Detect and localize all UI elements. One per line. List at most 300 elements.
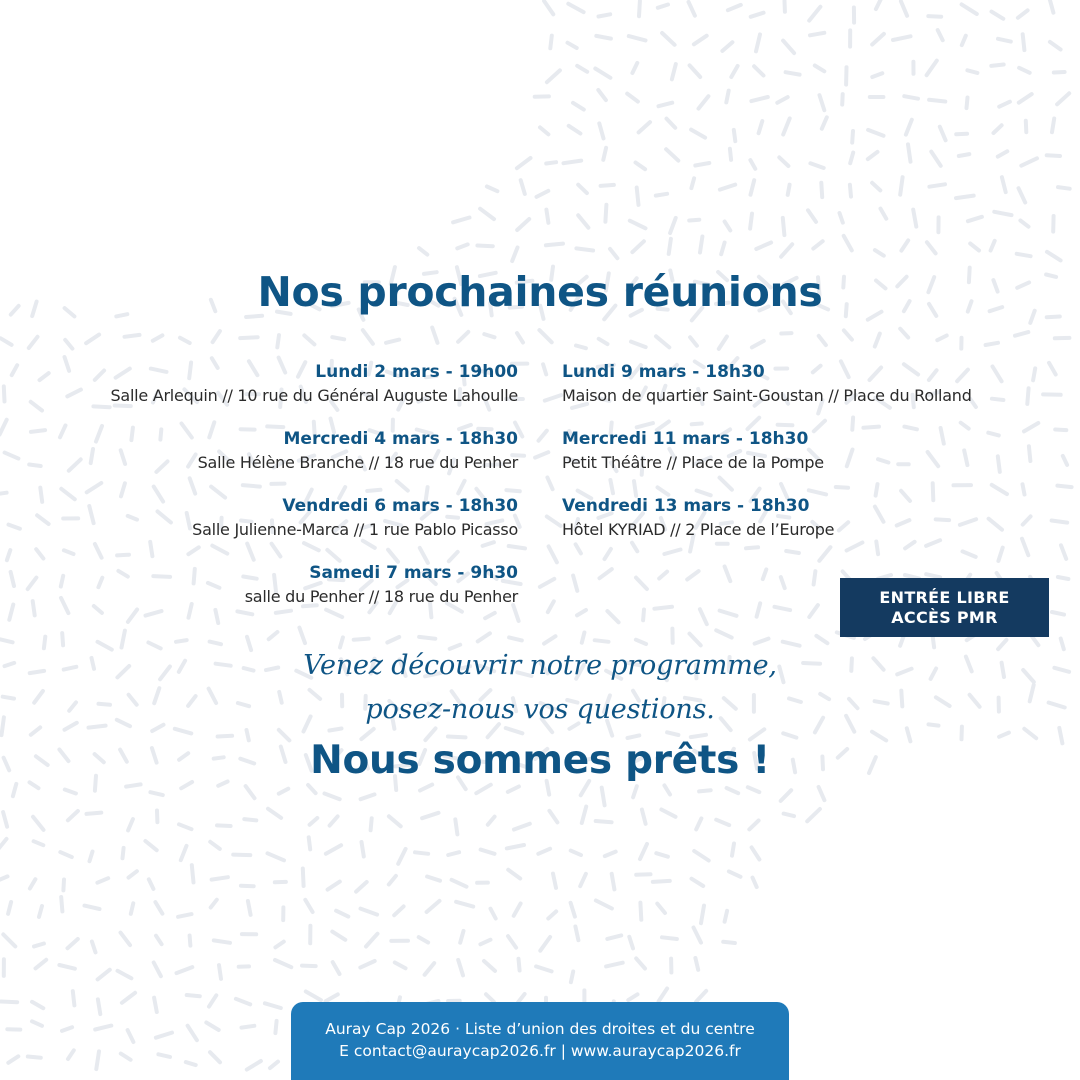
pattern-dash bbox=[568, 43, 577, 48]
pattern-dash bbox=[868, 130, 883, 136]
pattern-dash bbox=[481, 850, 495, 854]
pattern-dash bbox=[4, 386, 5, 401]
footer-contact-banner bbox=[291, 1002, 789, 1080]
pattern-dash bbox=[326, 994, 338, 1001]
pattern-dash bbox=[389, 876, 396, 885]
pattern-dash bbox=[1, 1002, 17, 1003]
pattern-dash bbox=[639, 122, 650, 132]
meeting-date: Lundi 2 mars - 19h00 bbox=[315, 362, 518, 382]
pattern-dash bbox=[687, 571, 698, 579]
pattern-dash bbox=[419, 248, 427, 255]
pattern-dash bbox=[962, 4, 977, 14]
pattern-dash bbox=[662, 937, 677, 939]
pattern-dash bbox=[187, 995, 200, 996]
pattern-dash bbox=[519, 959, 520, 971]
pattern-dash bbox=[325, 794, 340, 800]
pattern-dash bbox=[692, 879, 704, 886]
pattern-dash bbox=[629, 937, 633, 949]
pattern-dash bbox=[121, 933, 131, 946]
pattern-dash bbox=[129, 871, 137, 877]
pattern-dash bbox=[577, 66, 587, 72]
pattern-dash bbox=[986, 343, 998, 345]
meeting-place: Salle Hélène Branche // 18 rue du Penher bbox=[197, 453, 518, 472]
pattern-dash bbox=[659, 103, 673, 107]
pattern-dash bbox=[992, 12, 1004, 19]
pattern-dash bbox=[553, 874, 556, 888]
pattern-dash bbox=[926, 574, 940, 577]
badge-accessibility: ACCÈS PMR bbox=[891, 607, 998, 627]
pattern-dash bbox=[783, 41, 794, 54]
meeting-place: Maison de quartier Saint-Goustan // Place du Rolland bbox=[562, 386, 972, 405]
pattern-dash bbox=[508, 936, 516, 948]
pattern-dash bbox=[809, 7, 820, 21]
pattern-dash bbox=[607, 935, 621, 939]
pattern-dash bbox=[90, 852, 93, 862]
pattern-dash bbox=[568, 4, 583, 12]
pattern-dash bbox=[734, 130, 736, 141]
pattern-dash bbox=[752, 847, 760, 859]
pattern-dash bbox=[158, 1054, 170, 1057]
pattern-dash bbox=[539, 330, 551, 342]
pattern-dash bbox=[595, 69, 610, 78]
pattern-dash bbox=[844, 236, 852, 251]
pattern-dash bbox=[32, 1002, 43, 1008]
pattern-dash bbox=[600, 569, 612, 578]
pattern-dash bbox=[212, 877, 228, 879]
pattern-dash bbox=[640, 844, 647, 859]
pattern-dash bbox=[582, 633, 585, 643]
pattern-dash bbox=[596, 901, 612, 909]
pattern-dash bbox=[398, 849, 405, 864]
pattern-dash bbox=[210, 1052, 220, 1062]
pattern-dash bbox=[753, 878, 757, 888]
pattern-dash bbox=[629, 36, 646, 40]
pattern-dash bbox=[810, 33, 824, 36]
pattern-dash bbox=[122, 993, 135, 1003]
pattern-dash bbox=[968, 217, 982, 221]
pattern-dash bbox=[596, 821, 612, 822]
pattern-dash bbox=[547, 517, 561, 526]
tagline-line-1: Venez découvrir notre programme, bbox=[303, 650, 777, 681]
pattern-dash bbox=[356, 882, 367, 892]
pattern-dash bbox=[62, 1027, 72, 1031]
pattern-dash bbox=[123, 848, 124, 858]
pattern-dash bbox=[540, 937, 550, 951]
pattern-dash bbox=[658, 5, 668, 8]
pattern-dash bbox=[699, 96, 709, 108]
pattern-dash bbox=[177, 967, 193, 973]
pattern-dash bbox=[0, 420, 7, 435]
pattern-dash bbox=[535, 452, 548, 457]
pattern-dash bbox=[361, 794, 375, 799]
footer-contact-links: E contact@auraycap2026.fr | www.auraycap2026.fr bbox=[339, 1042, 741, 1060]
meeting-date: Samedi 7 mars - 9h30 bbox=[309, 563, 518, 583]
pattern-dash bbox=[913, 210, 916, 227]
pattern-dash bbox=[656, 194, 667, 196]
pattern-dash bbox=[725, 222, 731, 231]
pattern-dash bbox=[777, 97, 787, 103]
pattern-dash bbox=[131, 903, 134, 914]
pattern-dash bbox=[1047, 252, 1061, 261]
pattern-dash bbox=[775, 607, 791, 610]
pattern-dash bbox=[305, 900, 312, 912]
pattern-dash bbox=[991, 65, 1003, 66]
pattern-dash bbox=[701, 906, 704, 924]
pattern-dash bbox=[640, 903, 641, 920]
pattern-dash bbox=[751, 13, 764, 17]
pattern-dash bbox=[1026, 121, 1027, 132]
pattern-dash bbox=[959, 154, 970, 156]
meeting-date: Mercredi 4 mars - 18h30 bbox=[283, 429, 518, 449]
pattern-dash bbox=[333, 962, 340, 974]
pattern-dash bbox=[87, 813, 102, 814]
meeting-date: Vendredi 6 mars - 18h30 bbox=[282, 496, 518, 516]
badge-free-entry: ENTRÉE LIBRE bbox=[879, 587, 1010, 607]
pattern-dash bbox=[809, 605, 818, 617]
pattern-dash bbox=[32, 1021, 42, 1026]
pattern-dash bbox=[1050, 42, 1061, 50]
pattern-dash bbox=[96, 1051, 99, 1069]
pattern-dash bbox=[690, 337, 697, 345]
pattern-dash bbox=[275, 1021, 276, 1033]
page-title: Nos prochaines réunions bbox=[257, 268, 823, 316]
pattern-dash bbox=[453, 218, 469, 223]
pattern-dash bbox=[549, 546, 557, 562]
pattern-dash bbox=[872, 34, 884, 45]
pattern-dash bbox=[700, 609, 707, 624]
pattern-dash bbox=[210, 642, 221, 645]
pattern-dash bbox=[810, 163, 823, 168]
pattern-dash bbox=[576, 248, 593, 250]
pattern-dash bbox=[730, 149, 731, 160]
pattern-dash bbox=[59, 965, 75, 969]
pattern-dash bbox=[68, 939, 78, 948]
pattern-dash bbox=[672, 64, 676, 79]
pattern-dash bbox=[819, 787, 825, 800]
pattern-dash bbox=[425, 963, 435, 975]
meeting-item bbox=[562, 494, 1062, 561]
pattern-dash bbox=[432, 328, 437, 343]
pattern-dash bbox=[815, 66, 825, 72]
pattern-dash bbox=[1049, 0, 1053, 13]
pattern-dash bbox=[722, 42, 732, 51]
pattern-dash bbox=[893, 36, 911, 40]
pattern-dash bbox=[720, 185, 735, 190]
pattern-dash bbox=[786, 72, 800, 74]
pattern-dash bbox=[86, 335, 99, 344]
pattern-dash bbox=[582, 807, 586, 823]
pattern-dash bbox=[156, 1033, 172, 1038]
pattern-dash bbox=[716, 820, 729, 825]
pattern-dash bbox=[755, 639, 769, 644]
pattern-dash bbox=[723, 942, 735, 943]
pattern-dash bbox=[546, 244, 563, 246]
pattern-dash bbox=[656, 853, 668, 857]
pattern-dash bbox=[488, 817, 495, 825]
pattern-dash bbox=[844, 330, 852, 339]
pattern-dash bbox=[603, 148, 606, 160]
pattern-dash bbox=[332, 932, 345, 940]
pattern-dash bbox=[850, 185, 851, 197]
pattern-dash bbox=[571, 851, 581, 856]
pattern-dash bbox=[544, 1, 553, 14]
pattern-dash bbox=[214, 940, 230, 942]
meeting-place: Petit Théâtre // Place de la Pompe bbox=[562, 453, 824, 472]
pattern-dash bbox=[783, 218, 785, 235]
pattern-dash bbox=[514, 824, 530, 830]
pattern-dash bbox=[752, 341, 764, 348]
pattern-dash bbox=[209, 995, 216, 1006]
pattern-dash bbox=[781, 244, 792, 256]
pattern-dash bbox=[11, 572, 14, 586]
pattern-dash bbox=[636, 958, 645, 968]
pattern-dash bbox=[927, 61, 937, 76]
pattern-dash bbox=[547, 478, 552, 490]
pattern-dash bbox=[689, 220, 699, 221]
pattern-dash bbox=[840, 213, 843, 223]
pattern-dash bbox=[247, 1061, 261, 1070]
tagline-line-2: posez-nous vos questions. bbox=[365, 694, 715, 725]
pattern-dash bbox=[900, 177, 902, 195]
meeting-item bbox=[562, 360, 1062, 427]
pattern-dash bbox=[5, 453, 19, 459]
pattern-dash bbox=[30, 879, 36, 888]
pattern-dash bbox=[929, 100, 945, 102]
pattern-dash bbox=[571, 972, 573, 983]
pattern-dash bbox=[92, 942, 96, 953]
pattern-dash bbox=[415, 852, 428, 854]
pattern-dash bbox=[962, 36, 966, 45]
pattern-dash bbox=[63, 880, 64, 891]
pattern-dash bbox=[904, 96, 918, 99]
pattern-dash bbox=[573, 576, 577, 591]
pattern-dash bbox=[696, 818, 701, 829]
pattern-dash bbox=[732, 844, 734, 856]
pattern-dash bbox=[0, 493, 7, 495]
pattern-dash bbox=[304, 335, 314, 344]
pattern-dash bbox=[248, 901, 251, 915]
pattern-dash bbox=[546, 162, 556, 163]
pattern-dash bbox=[814, 571, 816, 584]
pattern-dash bbox=[219, 965, 221, 979]
pattern-dash bbox=[328, 882, 340, 890]
pattern-dash bbox=[643, 610, 644, 621]
pattern-dash bbox=[759, 121, 763, 133]
pattern-dash bbox=[1052, 119, 1054, 133]
pattern-dash bbox=[486, 994, 494, 1001]
pattern-dash bbox=[546, 210, 548, 223]
pattern-dash bbox=[728, 5, 741, 10]
pattern-dash bbox=[539, 431, 547, 441]
pattern-dash bbox=[422, 813, 438, 818]
pattern-dash bbox=[816, 636, 827, 643]
pattern-dash bbox=[727, 788, 739, 793]
access-badge bbox=[840, 578, 1049, 637]
pattern-dash bbox=[577, 610, 586, 615]
pattern-dash bbox=[154, 963, 161, 977]
pattern-dash bbox=[458, 332, 468, 342]
pattern-dash bbox=[694, 36, 707, 45]
pattern-dash bbox=[448, 852, 459, 855]
pattern-dash bbox=[545, 395, 561, 401]
footer-list-name: Auray Cap 2026 · Liste d’union des droites et du centre bbox=[325, 1020, 755, 1038]
pattern-dash bbox=[720, 611, 737, 616]
pattern-dash bbox=[1058, 577, 1069, 579]
pattern-dash bbox=[602, 788, 605, 806]
pattern-dash bbox=[998, 39, 1011, 42]
meeting-date: Mercredi 11 mars - 18h30 bbox=[562, 429, 809, 449]
pattern-dash bbox=[303, 869, 304, 887]
pattern-dash bbox=[1019, 94, 1032, 103]
pattern-dash bbox=[783, 118, 790, 134]
pattern-dash bbox=[700, 237, 702, 253]
pattern-dash bbox=[1019, 68, 1030, 73]
pattern-dash bbox=[387, 637, 399, 643]
pattern-dash bbox=[564, 161, 582, 164]
pattern-dash bbox=[97, 878, 108, 883]
pattern-dash bbox=[128, 1030, 134, 1042]
pattern-dash bbox=[544, 636, 555, 643]
pattern-dash bbox=[876, 0, 882, 9]
pattern-dash bbox=[1052, 612, 1064, 615]
pattern-dash bbox=[808, 210, 816, 222]
pattern-dash bbox=[928, 16, 941, 17]
pattern-dash bbox=[821, 183, 822, 197]
meeting-place: salle du Penher // 18 rue du Penher bbox=[244, 587, 518, 606]
pattern-dash bbox=[956, 134, 967, 135]
pattern-dash bbox=[0, 876, 8, 881]
pattern-dash bbox=[630, 221, 646, 229]
pattern-dash bbox=[277, 335, 279, 347]
pattern-dash bbox=[756, 243, 771, 250]
pattern-dash bbox=[330, 816, 338, 825]
pattern-dash bbox=[33, 817, 44, 830]
pattern-dash bbox=[192, 865, 194, 882]
pattern-dash bbox=[332, 337, 344, 339]
headline-ready: Nous sommes prêts ! bbox=[310, 738, 770, 783]
pattern-dash bbox=[507, 845, 524, 848]
pattern-dash bbox=[153, 335, 163, 340]
pattern-dash bbox=[543, 364, 546, 374]
pattern-dash bbox=[636, 578, 647, 589]
pattern-dash bbox=[749, 821, 758, 830]
pattern-dash bbox=[967, 70, 977, 73]
pattern-dash bbox=[636, 874, 650, 875]
meeting-date: Lundi 9 mars - 18h30 bbox=[562, 362, 765, 382]
pattern-dash bbox=[540, 579, 554, 587]
pattern-dash bbox=[210, 842, 220, 849]
pattern-dash bbox=[233, 855, 250, 856]
pattern-dash bbox=[636, 640, 646, 644]
pattern-dash bbox=[73, 991, 75, 1005]
pattern-dash bbox=[8, 1056, 18, 1063]
pattern-dash bbox=[813, 241, 822, 248]
pattern-dash bbox=[154, 998, 157, 1012]
pattern-dash bbox=[452, 880, 467, 887]
pattern-dash bbox=[1018, 10, 1028, 17]
pattern-dash bbox=[628, 994, 637, 1000]
pattern-dash bbox=[180, 338, 190, 343]
pattern-dash bbox=[599, 14, 611, 16]
pattern-dash bbox=[242, 1026, 255, 1028]
pattern-dash bbox=[125, 335, 140, 337]
meeting-item bbox=[20, 427, 518, 494]
pattern-dash bbox=[908, 144, 911, 161]
pattern-dash bbox=[118, 971, 132, 979]
pattern-dash bbox=[480, 209, 494, 219]
pattern-dash bbox=[455, 819, 457, 834]
pattern-dash bbox=[751, 180, 755, 195]
pattern-dash bbox=[750, 214, 752, 229]
pattern-dash bbox=[900, 329, 908, 338]
pattern-dash bbox=[8, 902, 11, 914]
meeting-date: Vendredi 13 mars - 18h30 bbox=[562, 496, 810, 516]
pattern-dash bbox=[366, 934, 378, 947]
pattern-dash bbox=[779, 157, 788, 166]
pattern-dash bbox=[726, 91, 728, 103]
pattern-dash bbox=[0, 839, 7, 849]
pattern-dash bbox=[244, 819, 256, 820]
pattern-dash bbox=[571, 903, 575, 917]
pattern-dash bbox=[595, 640, 609, 642]
pattern-dash bbox=[659, 989, 668, 1002]
pattern-dash bbox=[354, 639, 369, 640]
pattern-dash bbox=[1002, 177, 1006, 192]
pattern-dash bbox=[1021, 158, 1037, 165]
pattern-dash bbox=[756, 34, 760, 51]
pattern-dash bbox=[875, 250, 884, 256]
pattern-dash bbox=[632, 241, 644, 252]
pattern-dash bbox=[419, 937, 428, 942]
pattern-dash bbox=[279, 789, 289, 794]
pattern-dash bbox=[699, 790, 711, 791]
pattern-dash bbox=[28, 1057, 41, 1058]
pattern-dash bbox=[179, 824, 192, 829]
pattern-dash bbox=[178, 914, 191, 917]
pattern-dash bbox=[994, 212, 1011, 215]
pattern-dash bbox=[9, 605, 13, 620]
pattern-dash bbox=[639, 1, 640, 16]
pattern-dash bbox=[998, 151, 1008, 156]
pattern-dash bbox=[360, 961, 374, 968]
pattern-dash bbox=[852, 131, 853, 143]
pattern-dash bbox=[362, 842, 364, 857]
pattern-dash bbox=[612, 874, 615, 890]
pattern-dash bbox=[34, 841, 44, 845]
pattern-dash bbox=[596, 36, 611, 39]
pattern-dash bbox=[155, 902, 162, 914]
pattern-dash bbox=[784, 814, 794, 817]
pattern-dash bbox=[994, 125, 1002, 133]
pattern-dash bbox=[666, 149, 678, 160]
pattern-dash bbox=[662, 33, 675, 45]
pattern-dash bbox=[689, 2, 695, 16]
pattern-dash bbox=[299, 628, 305, 644]
pattern-dash bbox=[576, 346, 586, 349]
pattern-dash bbox=[632, 63, 637, 73]
pattern-dash bbox=[12, 365, 18, 375]
pattern-dash bbox=[9, 525, 20, 529]
pattern-dash bbox=[478, 633, 490, 641]
meeting-item bbox=[20, 494, 518, 561]
pattern-dash bbox=[270, 1062, 278, 1069]
pattern-dash bbox=[872, 183, 880, 191]
pattern-dash bbox=[150, 792, 162, 795]
pattern-dash bbox=[694, 851, 709, 861]
pattern-dash bbox=[754, 66, 763, 75]
pattern-dash bbox=[690, 634, 701, 646]
pattern-dash bbox=[419, 637, 435, 639]
